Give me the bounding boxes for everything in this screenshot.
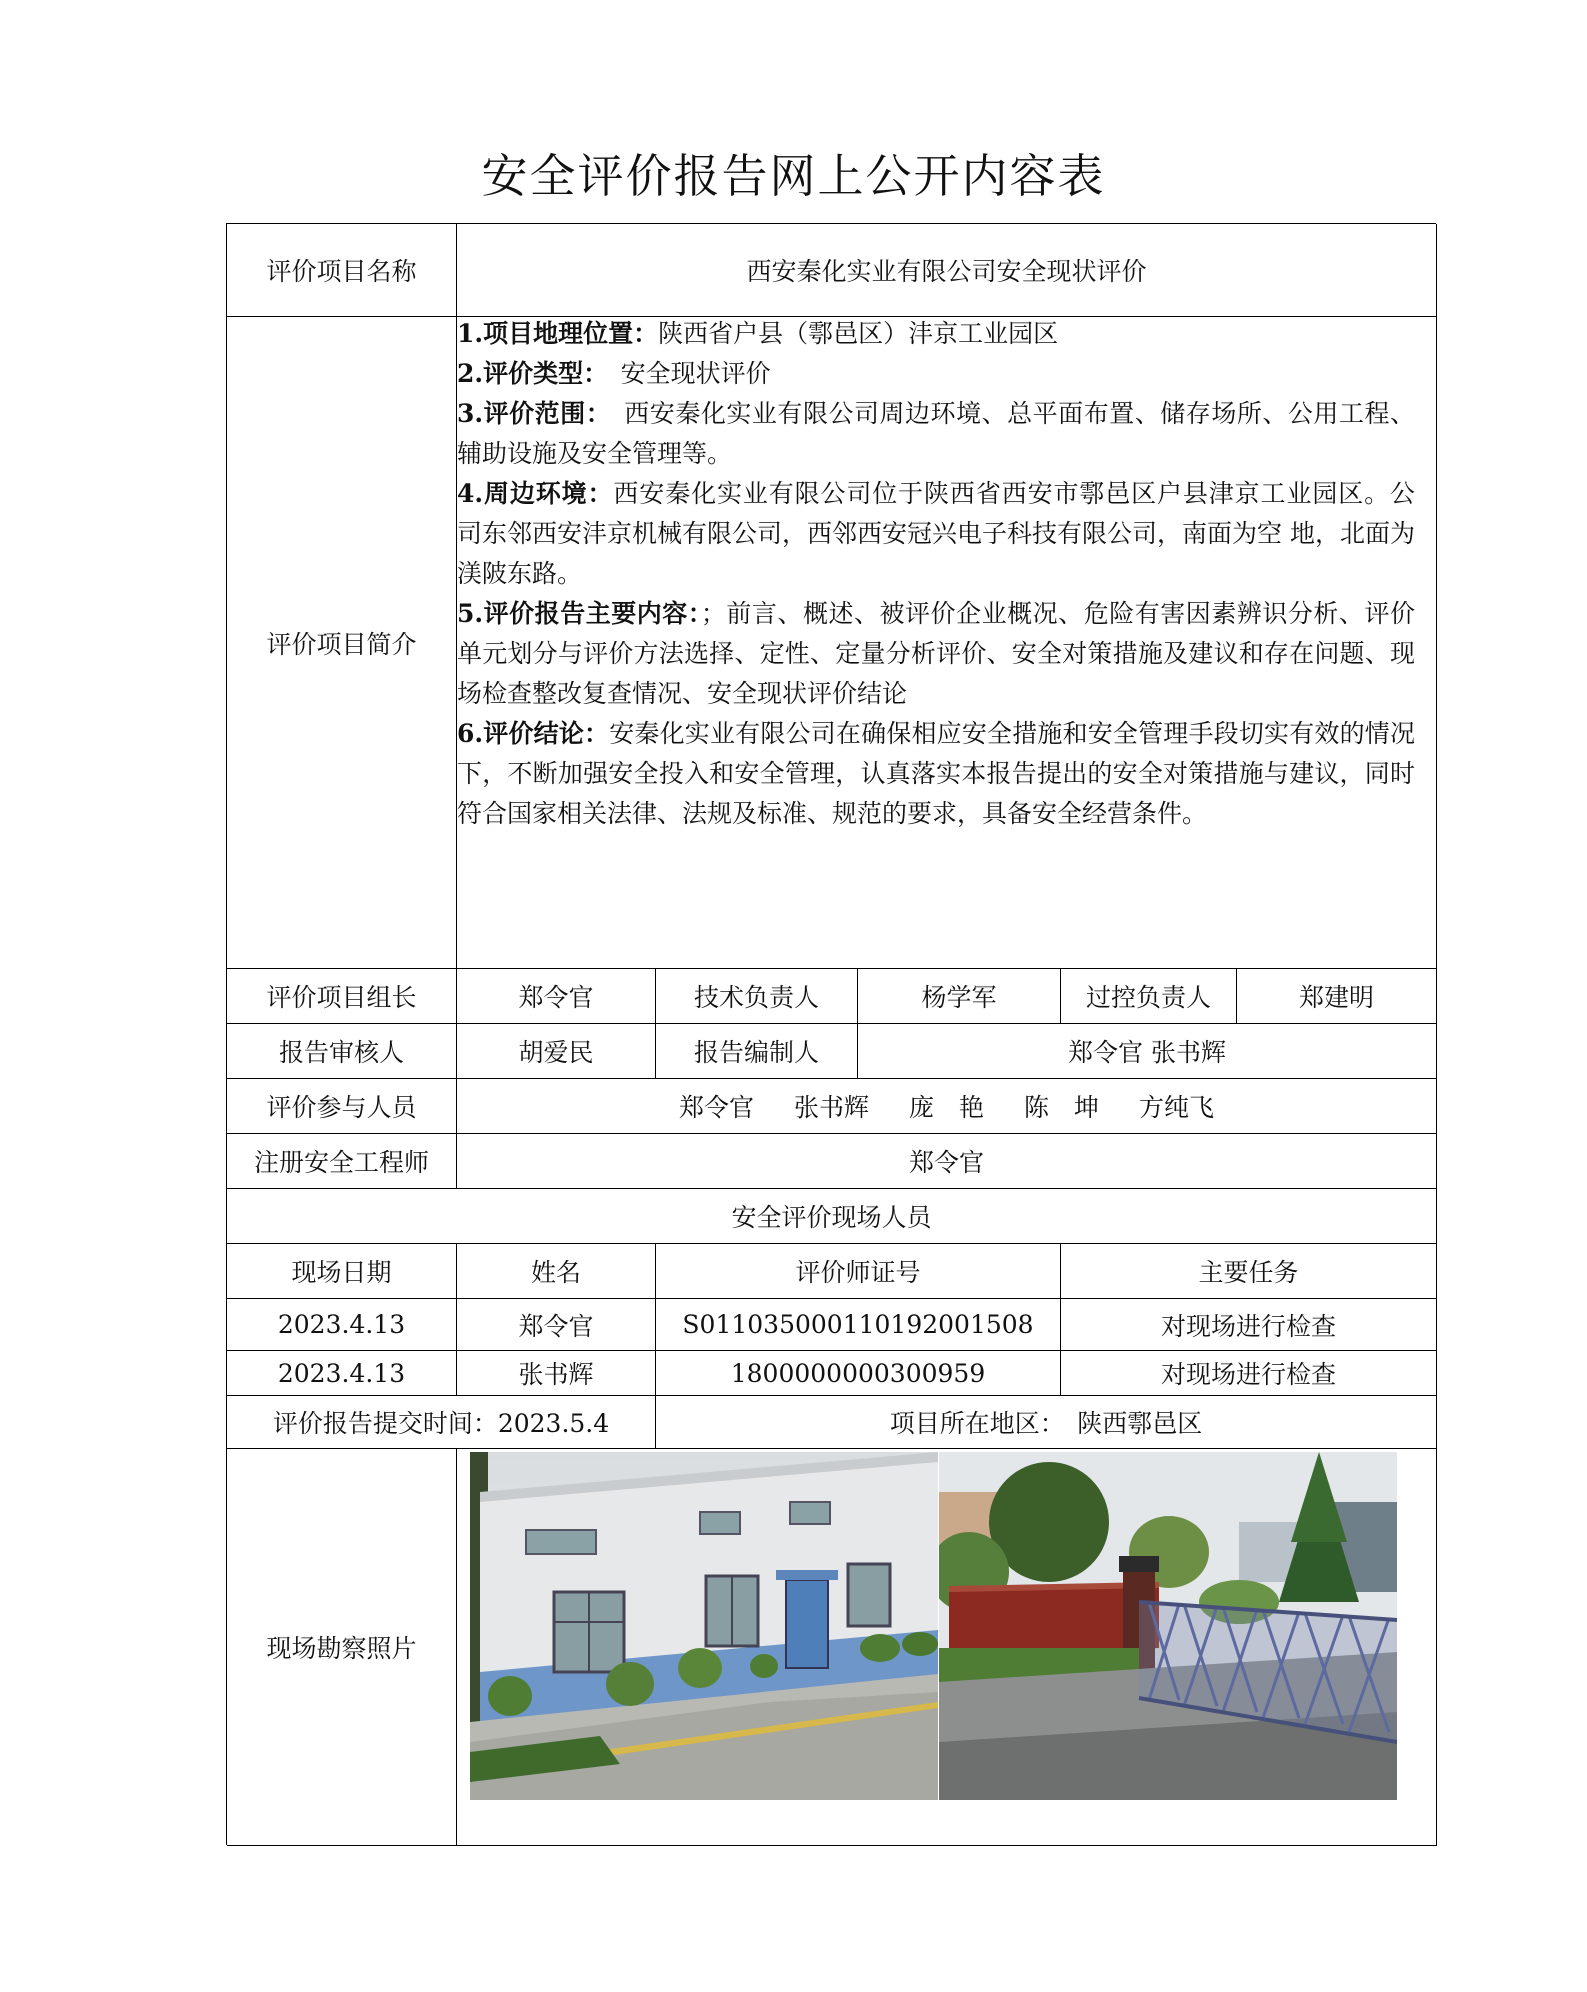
process-value: 郑建明: [1237, 969, 1437, 1024]
process-label: 过控负责人: [1061, 969, 1237, 1024]
project-name-label: 评价项目名称: [227, 224, 457, 317]
onsite-row-1-date: 2023.4.13: [227, 1299, 457, 1351]
site-photo-gate: [939, 1452, 1397, 1800]
onsite-row-1-task: 对现场进行检查: [1061, 1299, 1437, 1351]
participant-name: 郑令官: [678, 1093, 754, 1122]
participant-name: 庞 艳: [908, 1093, 984, 1122]
onsite-row-2-date: 2023.4.13: [227, 1351, 457, 1396]
participants-label: 评价参与人员: [227, 1079, 457, 1134]
editor-value: 郑令官 张书辉: [858, 1024, 1437, 1079]
reviewer-label: 报告审核人: [227, 1024, 457, 1079]
project-region: 项目所在地区： 陕西鄠邑区: [656, 1396, 1437, 1449]
submit-time: 评价报告提交时间：2023.5.4: [227, 1396, 656, 1449]
onsite-row-2-name: 张书辉: [457, 1351, 656, 1396]
summary-item-content: 5.评价报告主要内容：；前言、概述、被评价企业概况、危险有害因素辨识分析、评价单元划分与评价方法选择、定性、定量分析评价、安全对策措施及建议和存在问题、现场检查整改复查情况、安全现状评价结论: [457, 599, 1415, 708]
reviewer-value: 胡爱民: [457, 1024, 656, 1079]
summary-item-scope: 3.评价范围： 西安秦化实业有限公司周边环境、总平面布置、储存场所、公用工程、辅助设施及安全管理等。: [457, 399, 1415, 468]
summary-item-location: 1.项目地理位置：陕西省户县（鄠邑区）沣京工业园区: [457, 319, 1059, 348]
tech-value: 杨学军: [858, 969, 1061, 1024]
photos-label: 现场勘察照片: [227, 1449, 457, 1846]
tech-label: 技术负责人: [656, 969, 858, 1024]
leader-value: 郑令官: [457, 969, 656, 1024]
building-photo-illustration: [470, 1452, 938, 1800]
summary-text: [457, 314, 1415, 834]
summary-item-type: 2.评价类型： 安全现状评价: [457, 359, 771, 388]
onsite-header-date: 现场日期: [227, 1244, 457, 1299]
participants-value: [457, 1079, 1437, 1134]
engineer-value: 郑令官: [457, 1134, 1437, 1189]
summary-label: 评价项目简介: [227, 317, 457, 969]
document-title: 安全评价报告网上公开内容表: [481, 149, 1106, 203]
onsite-row-1-cert: S011035000110192001508: [656, 1299, 1061, 1351]
summary-item-conclusion: 6.评价结论：安秦化实业有限公司在确保相应安全措施和安全管理手段切实有效的情况下，不断加强安全投入和安全管理，认真落实本报告提出的安全对策措施与建议，同时符合国家相关法律、法规及标准、规范的要求，具备安全经营条件。: [457, 719, 1415, 828]
project-name-value: 西安秦化实业有限公司安全现状评价: [457, 224, 1437, 317]
editor-label: 报告编制人: [656, 1024, 858, 1079]
leader-label: 评价项目组长: [227, 969, 457, 1024]
onsite-header-name: 姓名: [457, 1244, 656, 1299]
participant-name: 方纯飞: [1139, 1093, 1215, 1122]
participant-name: 张书辉: [793, 1093, 869, 1122]
disclosure-table: [226, 223, 1436, 1845]
gate-photo-illustration: [939, 1452, 1397, 1800]
onsite-row-2-task: 对现场进行检查: [1061, 1351, 1437, 1396]
onsite-section-title: 安全评价现场人员: [227, 1189, 1437, 1244]
onsite-row-2-cert: 1800000000300959: [656, 1351, 1061, 1396]
onsite-header-task: 主要任务: [1061, 1244, 1437, 1299]
site-photo-building: [470, 1452, 938, 1800]
engineer-label: 注册安全工程师: [227, 1134, 457, 1189]
summary-item-environment: 4.周边环境：西安秦化实业有限公司位于陕西省西安市鄠邑区户县津京工业园区。公 司东邻西安沣京机械有限公司，西邻西安冠兴电子科技有限公司，南面为空 地，北面为渼陂东路。: [457, 479, 1415, 588]
onsite-header-cert: 评价师证号: [656, 1244, 1061, 1299]
participant-name: 陈 坤: [1024, 1093, 1100, 1122]
onsite-row-1-name: 郑令官: [457, 1299, 656, 1351]
